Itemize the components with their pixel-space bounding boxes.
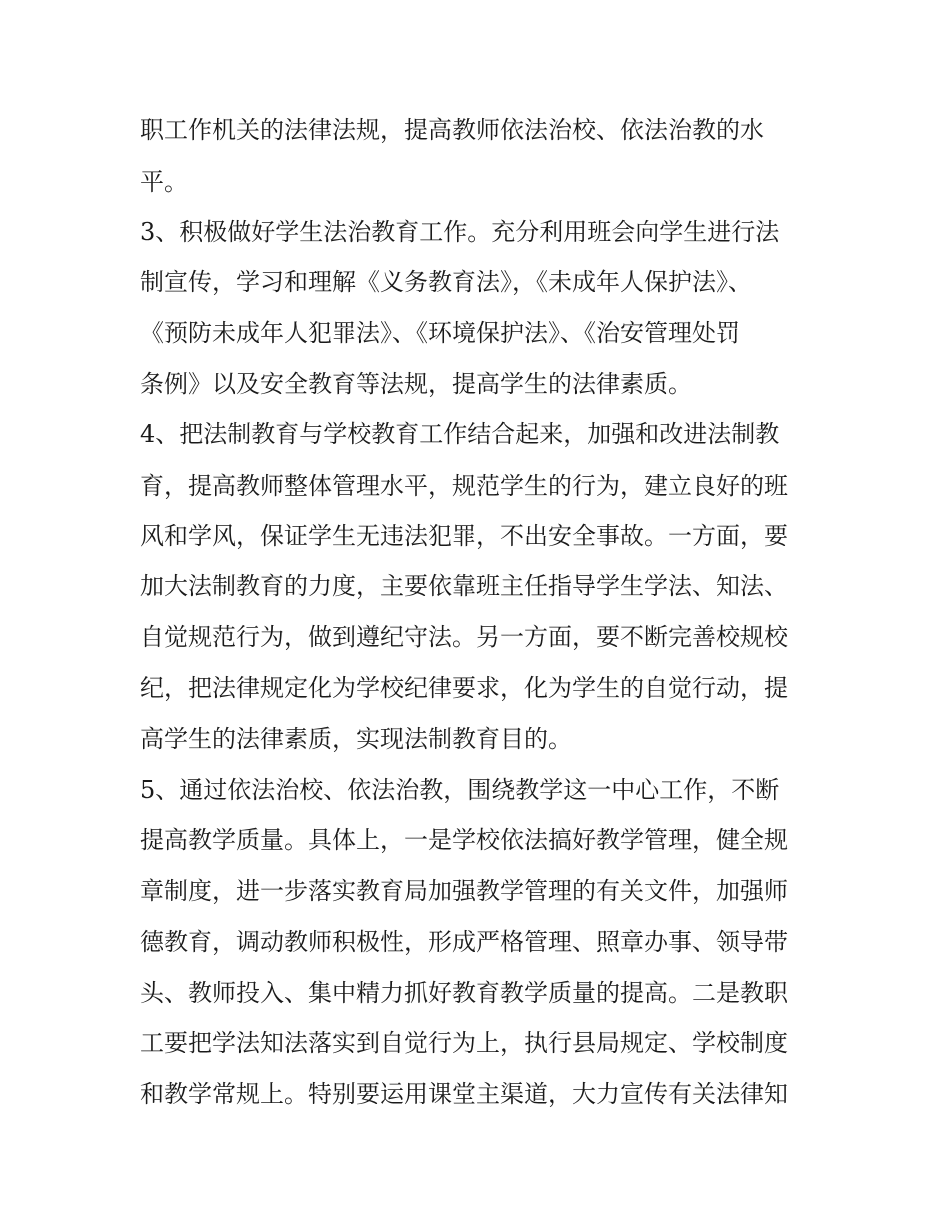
text-line-12: 纪，把法律规定化为学校纪律要求，化为学生的自觉行动，提 bbox=[140, 674, 788, 702]
text-line-16: 章制度，进一步落实教育局加强教学管理的有关文件，加强师 bbox=[140, 877, 788, 905]
text-line-14: 5、通过依法治校、依法治教，围绕教学这一中心工作，不断 bbox=[140, 776, 780, 804]
text-line-9: 风和学风，保证学生无违法犯罪，不出安全事故。一方面，要 bbox=[140, 522, 788, 550]
text-line-2: 平。 bbox=[140, 168, 188, 196]
text-line-6: 条例》以及安全教育等法规，提高学生的法律素质。 bbox=[140, 370, 692, 398]
text-line-1: 职工作机关的法律法规，提高教师依法治校、依法治教的水 bbox=[140, 116, 764, 144]
text-line-20: 和教学常规上。特别要运用课堂主渠道，大力宣传有关法律知 bbox=[140, 1080, 788, 1108]
text-line-19: 工要把学法知法落实到自觉行为上，执行县局规定、学校制度 bbox=[140, 1029, 788, 1057]
text-line-4: 制宣传，学习和理解《义务教育法》，《未成年人保护法》、 bbox=[140, 268, 752, 296]
text-line-3: 3、积极做好学生法治教育工作。充分利用班会向学生进行法 bbox=[140, 218, 780, 246]
text-line-5: 《预防未成年人犯罪法》、《环境保护法》、《治安管理处罚 bbox=[140, 319, 740, 347]
text-line-10: 加大法制教育的力度，主要依靠班主任指导学生学法、知法、 bbox=[140, 572, 788, 600]
text-line-13: 高学生的法律素质，实现法制教育目的。 bbox=[140, 725, 572, 753]
text-line-15: 提高教学质量。具体上，一是学校依法搞好教学管理，健全规 bbox=[140, 826, 788, 854]
text-line-8: 育，提高教师整体管理水平，规范学生的行为，建立良好的班 bbox=[140, 472, 788, 500]
text-line-18: 头、教师投入、集中精力抓好教育教学质量的提高。二是教职 bbox=[140, 979, 788, 1007]
text-line-17: 德教育，调动教师积极性，形成严格管理、照章办事、领导带 bbox=[140, 928, 788, 956]
text-line-7: 4、把法制教育与学校教育工作结合起来，加强和改进法制教 bbox=[140, 420, 780, 448]
text-line-11: 自觉规范行为，做到遵纪守法。另一方面，要不断完善校规校 bbox=[140, 623, 788, 651]
